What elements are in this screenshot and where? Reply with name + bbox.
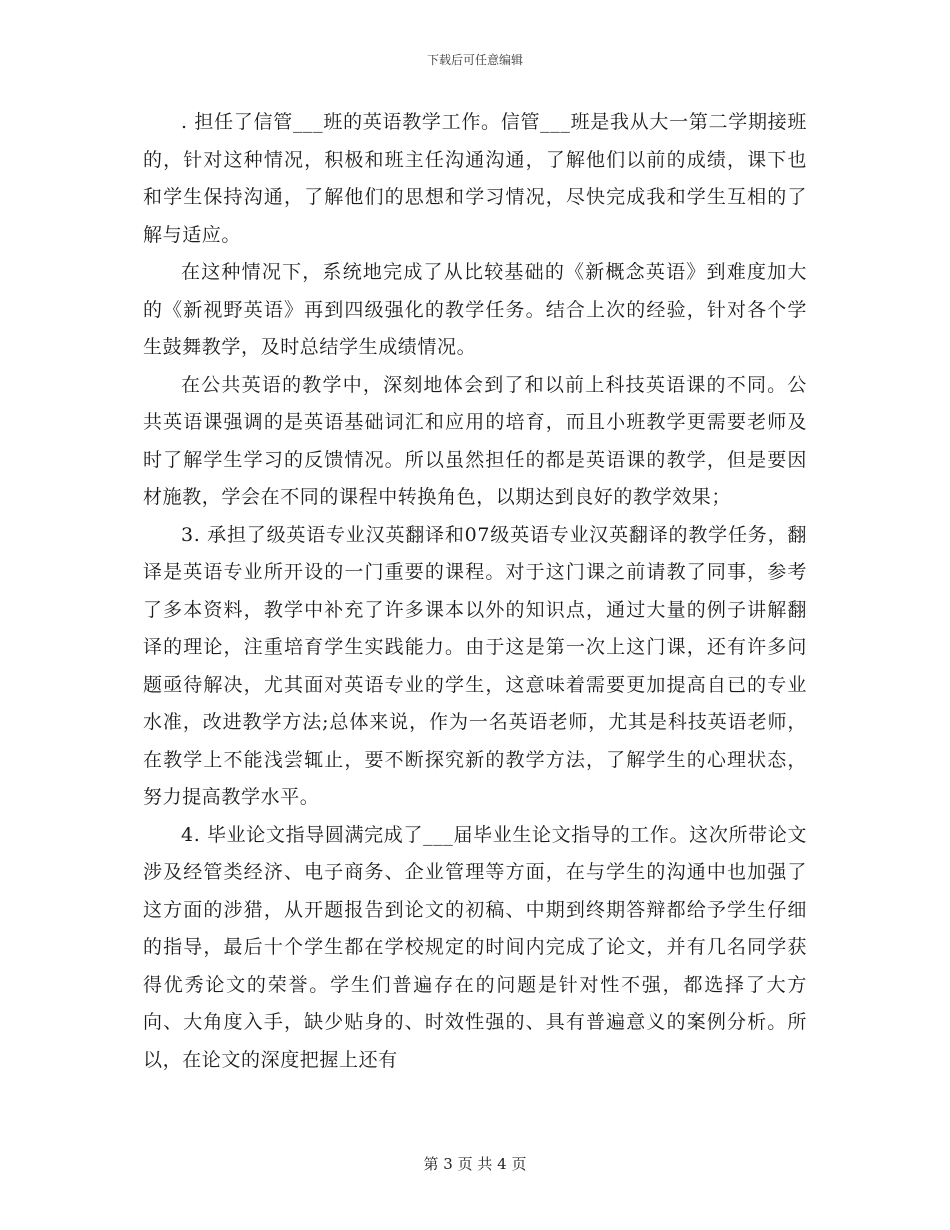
paragraph-course-progression: 在这种情况下，系统地完成了从比较基础的《新概念英语》到难度加大的《新视野英语》再到四级强化的教学任务。结合上次的经验，针对各个学生鼓舞教学，及时总结学生成绩情况。: [143, 261, 807, 358]
page-header: 下载后可任意编辑: [426, 53, 523, 67]
document-body: [143, 104, 807, 1079]
page-number: 第 3 页 共 4 页: [423, 1155, 527, 1173]
paragraph-translation-course: 3. 承担了级英语专业汉英翻译和07级英语专业汉英翻译的教学任务，翻译是英语专业所开设的一门重要的课程。对于这门课之前请教了同事，参考了多本资料，教学中补充了许多课本以外的知识点，通过大量的例子讲解翻译的理论，注重培育学生实践能力。由于这是第一次上这门课，还有许多问题亟待解决，尤其面对英语专业的学生，这意味着需要更加提高自已的专业水准，改进教学方法;总体来说，作为一名英语老师，尤其是科技英语老师，在教学上不能浅尝辄止，要不断探究新的教学方法，了解学生的心理状态，努力提高教学水平。: [143, 523, 807, 808]
paragraph-public-english: 在公共英语的教学中，深刻地体会到了和以前上科技英语课的不同。公共英语课强调的是英语基础词汇和应用的培育，而且小班教学更需要老师及时了解学生学习的反馈情况。所以虽然担任的都是英语课的教学，但是要因材施教，学会在不同的课程中转换角色，以期达到良好的教学效果；: [143, 373, 807, 508]
paragraph-teaching-class: . 担任了信管___班的英语教学工作。信管___班是我从大一第二学期接班的，针对这种情况，积极和班主任沟通沟通，了解他们以前的成绩，课下也和学生保持沟通，了解他们的思想和学习情况，尽快完成我和学生互相的了解与适应。: [143, 111, 807, 246]
paragraph-thesis-guidance: 4. 毕业论文指导圆满完成了___届毕业生论文指导的工作。这次所带论文涉及经管类经济、电子商务、企业管理等方面，在与学生的沟通中也加强了这方面的涉猎，从开题报告到论文的初稿、中期到终期答辩都给予学生仔细的指导，最后十个学生都在学校规定的时间内完成了论文，并有几名同学获得优秀论文的荣誉。学生们普遍存在的问题是针对性不强，都选择了大方向、大角度入手，缺少贴身的、时效性强的、具有普遍意义的案例分析。所以，在论文的深度把握上还有: [143, 823, 807, 1071]
